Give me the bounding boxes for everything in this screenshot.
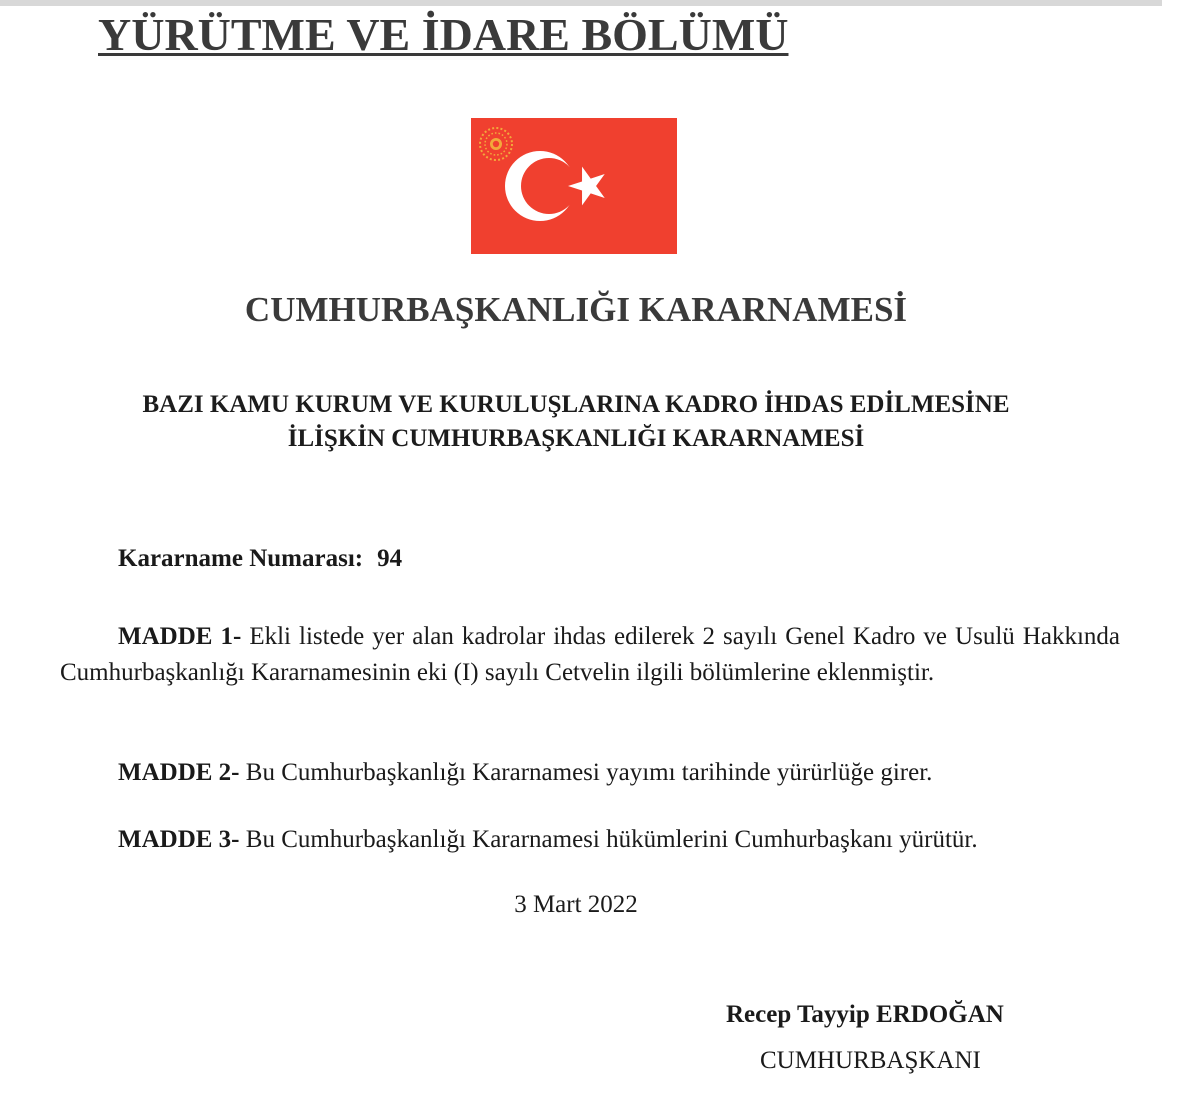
decree-subtitle [0,388,1152,456]
article-1 [60,619,1120,691]
signatory-name: Recep Tayyip ERDOĞAN [726,1001,1004,1028]
decree-number [118,542,402,576]
article-text: Bu Cumhurbaşkanlığı Kararnamesi yayımı tarihinde yürürlüğe girer. [245,759,933,786]
decree-title: CUMHURBAŞKANLIĞI KARARNAMESİ [244,290,908,329]
turkish-flag-icon [471,118,677,254]
decree-subtitle-line: BAZI KAMU KURUM VE KURULUŞLARINA KADRO İHDAS EDİLMESİNE [142,391,1010,418]
article-label: MADDE 1- [118,623,242,650]
article-text: Bu Cumhurbaşkanlığı Kararnamesi hükümlerini Cumhurbaşkanı yürütür. [245,826,978,853]
signatory-title: CUMHURBAŞKANI [760,1047,981,1074]
decree-number-label: Kararname Numarası: [118,545,364,572]
article-3 [60,822,1120,858]
decree-date: 3 Mart 2022 [514,891,638,918]
decree-subtitle-line: İLİŞKİN CUMHURBAŞKANLIĞI KARARNAMESİ [287,425,865,452]
article-label: MADDE 2- [118,759,240,786]
article-label: MADDE 3- [118,826,240,853]
article-2 [60,755,1120,791]
decree-number-value: 94 [377,545,403,572]
section-heading: YÜRÜTME VE İDARE BÖLÜMÜ [98,9,789,60]
article-text: Ekli listede yer alan kadrolar ihdas edilerek 2 sayılı Genel Kadro ve Usulü Hakkında Cumhurbaşkanlığı Kararnamesinin eki (I) sayılı Cetvelin ilgili bölümlerine eklenmiştir. [60,623,1120,686]
